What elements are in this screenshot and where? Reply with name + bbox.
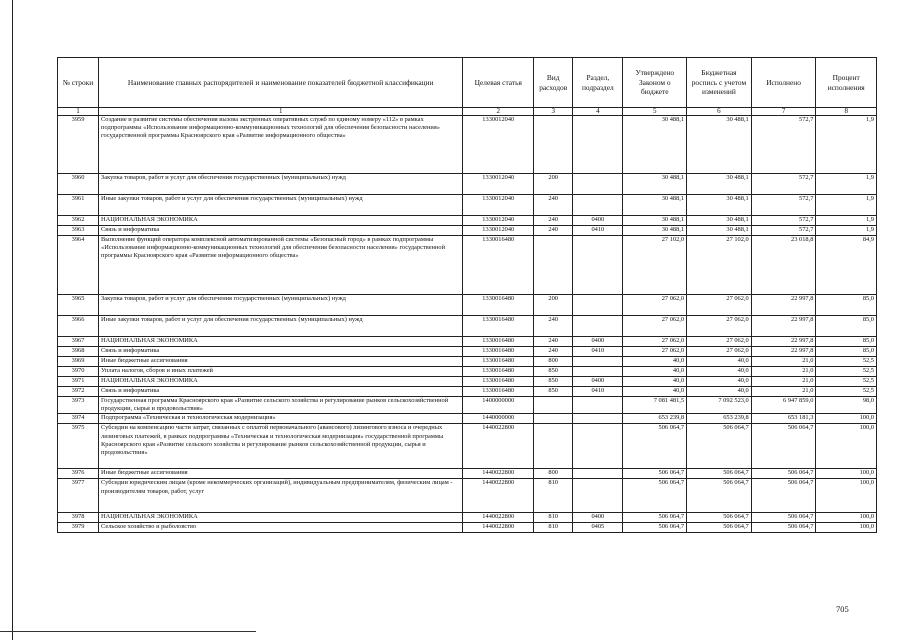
cell-executed: 506 064,7 bbox=[751, 523, 816, 533]
cell-expense-kind bbox=[534, 116, 573, 174]
cell-row-number: 3962 bbox=[58, 216, 99, 226]
cell-name: Иные бюджетные ассигнования bbox=[99, 469, 463, 479]
cell-budget-schedule: 27 062,0 bbox=[687, 347, 752, 357]
cell-percent: 52,5 bbox=[816, 367, 877, 377]
table-row bbox=[58, 397, 877, 414]
header-row-number: № строки bbox=[58, 58, 99, 108]
table-row bbox=[58, 116, 877, 174]
cell-percent: 100,0 bbox=[816, 513, 877, 523]
cell-approved: 506 064,7 bbox=[623, 469, 687, 479]
cell-section: 0400 bbox=[573, 337, 623, 347]
cell-percent: 100,0 bbox=[816, 479, 877, 513]
cell-section bbox=[573, 195, 623, 216]
budget-table bbox=[57, 57, 877, 533]
cell-budget-schedule: 30 488,1 bbox=[687, 116, 752, 174]
cell-percent: 1,9 bbox=[816, 174, 877, 195]
cell-row-number: 3961 bbox=[58, 195, 99, 216]
cell-name: Сельское хозяйство и рыболовство bbox=[99, 523, 463, 533]
cell-percent: 98,0 bbox=[816, 397, 877, 414]
table-row bbox=[58, 367, 877, 377]
cell-target-article: 1400000000 bbox=[463, 397, 534, 414]
cell-percent: 85,0 bbox=[816, 347, 877, 357]
table-row bbox=[58, 347, 877, 357]
cell-target-article: 1440022800 bbox=[463, 469, 534, 479]
cell-percent: 100,0 bbox=[816, 424, 877, 469]
page-number: 705 bbox=[836, 604, 849, 614]
cell-expense-kind: 200 bbox=[534, 174, 573, 195]
cell-target-article: 1330016480 bbox=[463, 347, 534, 357]
cell-percent: 1,9 bbox=[816, 216, 877, 226]
cell-approved: 27 062,0 bbox=[623, 347, 687, 357]
cell-name: Связь и информатика bbox=[99, 347, 463, 357]
cell-budget-schedule: 27 102,0 bbox=[687, 236, 752, 295]
cell-target-article: 1440022800 bbox=[463, 523, 534, 533]
cell-budget-schedule: 506 064,7 bbox=[687, 469, 752, 479]
cell-budget-schedule: 506 064,7 bbox=[687, 424, 752, 469]
cell-row-number: 3970 bbox=[58, 367, 99, 377]
cell-budget-schedule: 40,0 bbox=[687, 387, 752, 397]
footer-rule bbox=[0, 631, 256, 632]
cell-budget-schedule: 27 062,0 bbox=[687, 316, 752, 337]
cell-name: Закупка товаров, работ и услуг для обеспечения государственных (муниципальных) нужд bbox=[99, 174, 463, 195]
header-expense-kind: Вид расходов bbox=[534, 58, 573, 108]
column-number: 1 bbox=[99, 108, 463, 116]
cell-target-article: 1330016480 bbox=[463, 337, 534, 347]
cell-percent: 52,5 bbox=[816, 377, 877, 387]
cell-executed: 506 064,7 bbox=[751, 469, 816, 479]
cell-section bbox=[573, 236, 623, 295]
header-target-article: Целевая статья bbox=[463, 58, 534, 108]
cell-name: Создание и развитие системы обеспечения вызова экстренных оперативных служб по единому номеру «112» в рамках подпрограммы «Использование информационно-коммуникационных технологий для обеспечения безопасности населения» государственной программы Красноярского края «Развитие информационного общества» bbox=[99, 116, 463, 174]
cell-approved: 40,0 bbox=[623, 367, 687, 377]
cell-row-number: 3974 bbox=[58, 414, 99, 424]
header-percent: Процент исполнения bbox=[816, 58, 877, 108]
cell-target-article: 1330016480 bbox=[463, 377, 534, 387]
cell-budget-schedule: 506 064,7 bbox=[687, 513, 752, 523]
table-row bbox=[58, 216, 877, 226]
cell-expense-kind bbox=[534, 397, 573, 414]
cell-target-article: 1330016480 bbox=[463, 357, 534, 367]
cell-section: 0410 bbox=[573, 226, 623, 236]
cell-expense-kind bbox=[534, 414, 573, 424]
cell-budget-schedule: 30 488,1 bbox=[687, 226, 752, 236]
cell-executed: 572,7 bbox=[751, 216, 816, 226]
cell-expense-kind: 200 bbox=[534, 295, 573, 316]
cell-approved: 653 239,8 bbox=[623, 414, 687, 424]
cell-target-article: 1440000000 bbox=[463, 414, 534, 424]
cell-approved: 40,0 bbox=[623, 387, 687, 397]
cell-section bbox=[573, 479, 623, 513]
cell-row-number: 3972 bbox=[58, 387, 99, 397]
cell-percent: 1,9 bbox=[816, 226, 877, 236]
cell-expense-kind: 240 bbox=[534, 195, 573, 216]
cell-budget-schedule: 653 239,8 bbox=[687, 414, 752, 424]
cell-row-number: 3963 bbox=[58, 226, 99, 236]
cell-expense-kind: 810 bbox=[534, 513, 573, 523]
cell-budget-schedule: 30 488,1 bbox=[687, 174, 752, 195]
cell-percent: 85,0 bbox=[816, 316, 877, 337]
cell-row-number: 3960 bbox=[58, 174, 99, 195]
cell-target-article: 1440022800 bbox=[463, 479, 534, 513]
cell-approved: 30 488,1 bbox=[623, 116, 687, 174]
cell-approved: 506 064,7 bbox=[623, 424, 687, 469]
cell-percent: 84,9 bbox=[816, 236, 877, 295]
cell-row-number: 3965 bbox=[58, 295, 99, 316]
cell-approved: 506 064,7 bbox=[623, 523, 687, 533]
cell-name: Иные закупки товаров, работ и услуг для обеспечения государственных (муниципальных) нужд bbox=[99, 195, 463, 216]
page-left-border bbox=[12, 0, 13, 640]
cell-budget-schedule: 506 064,7 bbox=[687, 523, 752, 533]
cell-section bbox=[573, 424, 623, 469]
cell-name: Уплата налогов, сборов и иных платежей bbox=[99, 367, 463, 377]
column-number: 4 bbox=[573, 108, 623, 116]
table-row bbox=[58, 295, 877, 316]
cell-expense-kind: 240 bbox=[534, 216, 573, 226]
column-number: 7 bbox=[751, 108, 816, 116]
cell-approved: 30 488,1 bbox=[623, 174, 687, 195]
cell-budget-schedule: 30 488,1 bbox=[687, 195, 752, 216]
table-row bbox=[58, 414, 877, 424]
column-number: 1 bbox=[58, 108, 99, 116]
cell-executed: 506 064,7 bbox=[751, 479, 816, 513]
cell-approved: 40,0 bbox=[623, 357, 687, 367]
cell-budget-schedule: 27 062,0 bbox=[687, 295, 752, 316]
cell-executed: 506 064,7 bbox=[751, 513, 816, 523]
table-row bbox=[58, 377, 877, 387]
cell-row-number: 3959 bbox=[58, 116, 99, 174]
table-body bbox=[58, 116, 877, 533]
cell-budget-schedule: 40,0 bbox=[687, 377, 752, 387]
cell-approved: 27 062,0 bbox=[623, 316, 687, 337]
cell-section bbox=[573, 367, 623, 377]
cell-target-article: 1330016480 bbox=[463, 236, 534, 295]
cell-percent: 100,0 bbox=[816, 523, 877, 533]
table-row bbox=[58, 513, 877, 523]
cell-name: Субсидии на компенсацию части затрат, связанных с оплатой первоначального (авансового) лизингового взноса и очередных лизинговых платежей, в рамках подпрограммы «Техническая и технологическая модернизация» государственной программы Красноярского края «Развитие сельского хозяйства и регулирование рынков сельскохозяйственной продукции, сырья и продовольствия» bbox=[99, 424, 463, 469]
cell-target-article: 1330016480 bbox=[463, 295, 534, 316]
cell-name: НАЦИОНАЛЬНАЯ ЭКОНОМИКА bbox=[99, 377, 463, 387]
cell-name: НАЦИОНАЛЬНАЯ ЭКОНОМИКА bbox=[99, 513, 463, 523]
cell-name: НАЦИОНАЛЬНАЯ ЭКОНОМИКА bbox=[99, 337, 463, 347]
cell-expense-kind bbox=[534, 236, 573, 295]
cell-approved: 27 062,0 bbox=[623, 295, 687, 316]
cell-section: 0400 bbox=[573, 216, 623, 226]
cell-expense-kind: 240 bbox=[534, 226, 573, 236]
cell-target-article: 1330016480 bbox=[463, 367, 534, 377]
cell-row-number: 3973 bbox=[58, 397, 99, 414]
cell-executed: 22 997,8 bbox=[751, 316, 816, 337]
cell-expense-kind: 240 bbox=[534, 316, 573, 337]
column-number: 2 bbox=[463, 108, 534, 116]
cell-target-article: 1330016480 bbox=[463, 387, 534, 397]
cell-expense-kind: 850 bbox=[534, 367, 573, 377]
cell-executed: 23 018,8 bbox=[751, 236, 816, 295]
column-number: 8 bbox=[816, 108, 877, 116]
cell-target-article: 1330012040 bbox=[463, 195, 534, 216]
cell-name: Закупка товаров, работ и услуг для обеспечения государственных (муниципальных) нужд bbox=[99, 295, 463, 316]
cell-approved: 27 102,0 bbox=[623, 236, 687, 295]
table-row bbox=[58, 387, 877, 397]
cell-expense-kind: 800 bbox=[534, 469, 573, 479]
cell-percent: 100,0 bbox=[816, 469, 877, 479]
table-row bbox=[58, 424, 877, 469]
cell-percent: 100,0 bbox=[816, 414, 877, 424]
table-row bbox=[58, 236, 877, 295]
cell-executed: 653 181,3 bbox=[751, 414, 816, 424]
cell-budget-schedule: 40,0 bbox=[687, 357, 752, 367]
cell-expense-kind: 800 bbox=[534, 357, 573, 367]
column-number-row bbox=[58, 108, 877, 116]
cell-row-number: 3971 bbox=[58, 377, 99, 387]
cell-approved: 506 064,7 bbox=[623, 513, 687, 523]
table-row bbox=[58, 174, 877, 195]
cell-executed: 572,7 bbox=[751, 116, 816, 174]
table-row bbox=[58, 337, 877, 347]
cell-budget-schedule: 30 488,1 bbox=[687, 216, 752, 226]
cell-approved: 30 488,1 bbox=[623, 226, 687, 236]
cell-section: 0410 bbox=[573, 347, 623, 357]
column-number: 3 bbox=[534, 108, 573, 116]
header-name: Наименование главных распорядителей и наименование показателей бюджетной классификации bbox=[99, 58, 463, 108]
header-approved: Утверждено Законом о бюджете bbox=[623, 58, 687, 108]
cell-target-article: 1330012040 bbox=[463, 216, 534, 226]
cell-percent: 1,9 bbox=[816, 116, 877, 174]
cell-row-number: 3975 bbox=[58, 424, 99, 469]
cell-executed: 21,0 bbox=[751, 357, 816, 367]
cell-section bbox=[573, 174, 623, 195]
cell-target-article: 1440022800 bbox=[463, 513, 534, 523]
cell-row-number: 3976 bbox=[58, 469, 99, 479]
cell-executed: 6 947 859,0 bbox=[751, 397, 816, 414]
cell-percent: 52,5 bbox=[816, 357, 877, 367]
cell-executed: 572,7 bbox=[751, 174, 816, 195]
cell-executed: 22 997,8 bbox=[751, 295, 816, 316]
cell-section bbox=[573, 316, 623, 337]
cell-name: Связь и информатика bbox=[99, 226, 463, 236]
cell-executed: 572,7 bbox=[751, 226, 816, 236]
table-row bbox=[58, 195, 877, 216]
cell-expense-kind: 850 bbox=[534, 377, 573, 387]
cell-row-number: 3966 bbox=[58, 316, 99, 337]
cell-approved: 30 488,1 bbox=[623, 216, 687, 226]
cell-executed: 572,7 bbox=[751, 195, 816, 216]
cell-executed: 506 064,7 bbox=[751, 424, 816, 469]
cell-row-number: 3964 bbox=[58, 236, 99, 295]
cell-section bbox=[573, 295, 623, 316]
cell-budget-schedule: 27 062,0 bbox=[687, 337, 752, 347]
cell-approved: 40,0 bbox=[623, 377, 687, 387]
cell-section: 0410 bbox=[573, 387, 623, 397]
cell-percent: 85,0 bbox=[816, 295, 877, 316]
cell-name: НАЦИОНАЛЬНАЯ ЭКОНОМИКА bbox=[99, 216, 463, 226]
cell-executed: 21,0 bbox=[751, 367, 816, 377]
cell-expense-kind: 810 bbox=[534, 479, 573, 513]
cell-budget-schedule: 40,0 bbox=[687, 367, 752, 377]
cell-target-article: 1440022800 bbox=[463, 424, 534, 469]
cell-approved: 7 081 481,5 bbox=[623, 397, 687, 414]
table-row bbox=[58, 469, 877, 479]
table-header-row bbox=[58, 58, 877, 108]
cell-section bbox=[573, 116, 623, 174]
cell-name: Субсидии юридическим лицам (кроме некоммерческих организаций), индивидуальным предпринимателям, физическим лицам - производителям товаров, работ, услуг bbox=[99, 479, 463, 513]
cell-target-article: 1330012040 bbox=[463, 174, 534, 195]
cell-target-article: 1330012040 bbox=[463, 116, 534, 174]
cell-row-number: 3968 bbox=[58, 347, 99, 357]
cell-row-number: 3967 bbox=[58, 337, 99, 347]
table-row bbox=[58, 357, 877, 367]
cell-percent: 85,0 bbox=[816, 337, 877, 347]
cell-expense-kind: 240 bbox=[534, 347, 573, 357]
cell-target-article: 1330012040 bbox=[463, 226, 534, 236]
cell-name: Подпрограмма «Техническая и технологическая модернизация» bbox=[99, 414, 463, 424]
table-row bbox=[58, 523, 877, 533]
cell-approved: 27 062,0 bbox=[623, 337, 687, 347]
cell-section bbox=[573, 414, 623, 424]
cell-section: 0400 bbox=[573, 513, 623, 523]
cell-expense-kind: 240 bbox=[534, 337, 573, 347]
table-row bbox=[58, 226, 877, 236]
cell-row-number: 3977 bbox=[58, 479, 99, 513]
header-section: Раздел, подраздел bbox=[573, 58, 623, 108]
cell-approved: 30 488,1 bbox=[623, 195, 687, 216]
cell-name: Выполнение функций оператора комплексной автоматизированной системы «Безопасный город» в рамках подпрограммы «Использование информационно-коммуникационных технологий для обеспечения безопасности населения» государственной программы Красноярского края «Развитие информационного общества» bbox=[99, 236, 463, 295]
cell-name: Связь и информатика bbox=[99, 387, 463, 397]
cell-expense-kind: 810 bbox=[534, 523, 573, 533]
column-number: 5 bbox=[623, 108, 687, 116]
cell-budget-schedule: 506 064,7 bbox=[687, 479, 752, 513]
cell-expense-kind: 850 bbox=[534, 387, 573, 397]
cell-row-number: 3979 bbox=[58, 523, 99, 533]
header-budget-schedule: Бюджетная роспись с учетом изменений bbox=[687, 58, 752, 108]
cell-target-article: 1330016480 bbox=[463, 316, 534, 337]
cell-row-number: 3978 bbox=[58, 513, 99, 523]
cell-name: Государственная программа Красноярского края «Развитие сельского хозяйства и регулирование рынков сельскохозяйственной продукции, сырья и продовольствия» bbox=[99, 397, 463, 414]
cell-name: Иные закупки товаров, работ и услуг для обеспечения государственных (муниципальных) нужд bbox=[99, 316, 463, 337]
table-row bbox=[58, 479, 877, 513]
cell-approved: 506 064,7 bbox=[623, 479, 687, 513]
column-number: 6 bbox=[687, 108, 752, 116]
cell-executed: 22 997,8 bbox=[751, 337, 816, 347]
cell-section: 0400 bbox=[573, 377, 623, 387]
cell-row-number: 3969 bbox=[58, 357, 99, 367]
table-row bbox=[58, 316, 877, 337]
cell-section bbox=[573, 357, 623, 367]
cell-budget-schedule: 7 092 523,0 bbox=[687, 397, 752, 414]
cell-percent: 1,9 bbox=[816, 195, 877, 216]
cell-executed: 22 997,8 bbox=[751, 347, 816, 357]
header-executed: Исполнено bbox=[751, 58, 816, 108]
cell-section: 0405 bbox=[573, 523, 623, 533]
cell-executed: 21,0 bbox=[751, 387, 816, 397]
cell-name: Иные бюджетные ассигнования bbox=[99, 357, 463, 367]
cell-executed: 21,0 bbox=[751, 377, 816, 387]
cell-section bbox=[573, 397, 623, 414]
cell-section bbox=[573, 469, 623, 479]
cell-expense-kind bbox=[534, 424, 573, 469]
cell-percent: 52,5 bbox=[816, 387, 877, 397]
